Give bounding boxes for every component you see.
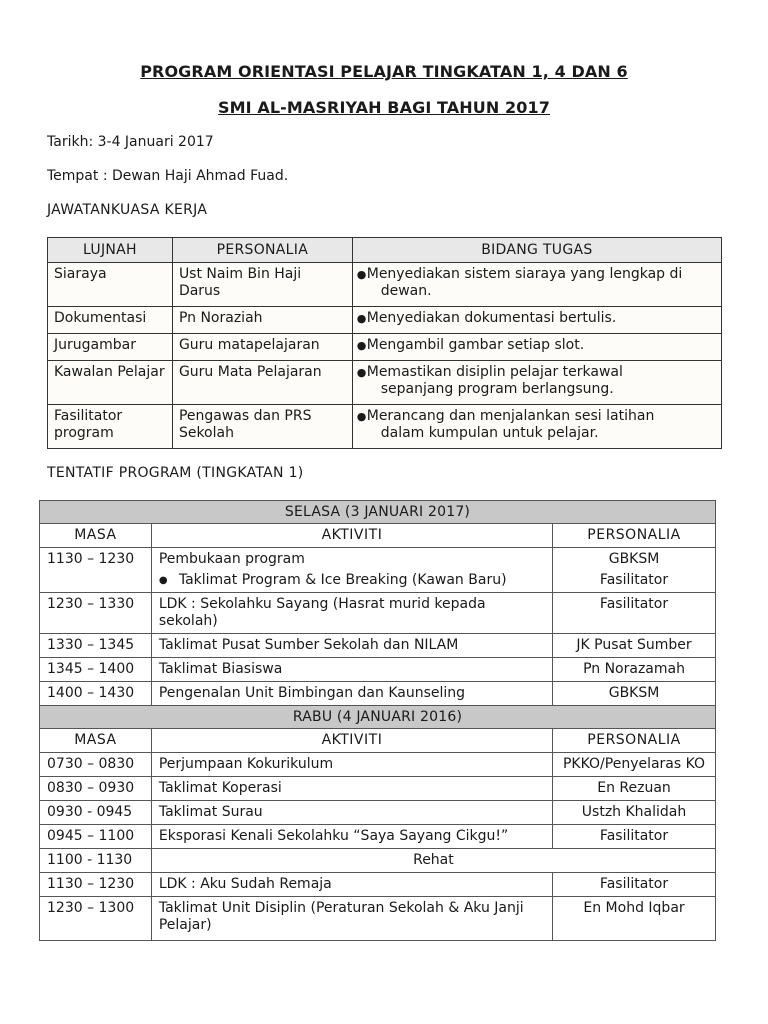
- tugas-cell: [352, 307, 721, 334]
- tugas-cell: [352, 263, 721, 307]
- date-line: Tarikh: 3-4 Januari 2017: [47, 134, 214, 150]
- schedule-row: [40, 825, 716, 849]
- header-aktiviti: AKTIVITI: [151, 729, 552, 753]
- lujnah-cell: Siaraya: [48, 263, 173, 307]
- aktiviti-cell: LDK : Aku Sudah Remaja: [151, 873, 552, 897]
- masa-cell: 1100 - 1130: [40, 849, 152, 873]
- day-label: RABU (4 JANUARI 2016): [40, 706, 716, 729]
- personalia-cell: Pn Norazamah: [553, 658, 716, 682]
- schedule-row: [40, 548, 716, 593]
- aktiviti-cell: [151, 548, 552, 593]
- aktiviti-cell: Taklimat Surau: [151, 801, 552, 825]
- aktiviti-cell: Taklimat Koperasi: [151, 777, 552, 801]
- committee-row: [48, 307, 722, 334]
- personalia-cell: Ust Naim Bin Haji Darus: [172, 263, 352, 307]
- document-subtitle: SMI AL-MASRIYAH BAGI TAHUN 2017: [218, 98, 550, 117]
- tugas-text: Menyediakan dokumentasi bertulis.: [366, 310, 617, 326]
- day-header-row: [40, 706, 716, 729]
- lujnah-cell: Fasilitator program: [48, 405, 173, 449]
- masa-cell: 1400 – 1430: [40, 682, 152, 706]
- personalia-cell: Pengawas dan PRS Sekolah: [172, 405, 352, 449]
- personalia-cell: Fasilitator: [553, 593, 716, 634]
- header-masa: MASA: [40, 524, 152, 548]
- schedule-row-break: [40, 849, 716, 873]
- bullet-icon: ●: [356, 366, 367, 379]
- tugas-cell: [352, 405, 721, 449]
- committee-row: [48, 405, 722, 449]
- aktiviti-cell: Taklimat Unit Disiplin (Peraturan Sekolah & Aku Janji Pelajar): [151, 897, 552, 941]
- tugas-text: Menyediakan sistem siaraya yang lengkap di: [366, 266, 683, 282]
- aktiviti-text: Pembukaan program: [158, 551, 305, 567]
- header-personalia: PERSONALIA: [172, 238, 352, 263]
- tugas-text-cont: dewan.: [380, 283, 432, 299]
- bullet-icon: ●: [356, 339, 367, 352]
- tugas-cell: [352, 334, 721, 361]
- schedule-row: [40, 873, 716, 897]
- schedule-row: [40, 593, 716, 634]
- masa-cell: 1330 – 1345: [40, 634, 152, 658]
- schedule-row: [40, 777, 716, 801]
- masa-cell: 1230 – 1300: [40, 897, 152, 941]
- aktiviti-cell: Taklimat Biasiswa: [151, 658, 552, 682]
- day-label: SELASA (3 JANUARI 2017): [40, 501, 716, 524]
- masa-cell: 1230 – 1330: [40, 593, 152, 634]
- header-bidang-tugas: BIDANG TUGAS: [352, 238, 721, 263]
- bullet-icon: ●: [356, 410, 367, 423]
- schedule-row: [40, 753, 716, 777]
- masa-cell: 0930 - 0945: [40, 801, 152, 825]
- personalia-cell: Guru matapelajaran: [172, 334, 352, 361]
- personalia-cell: JK Pusat Sumber: [553, 634, 716, 658]
- header-lujnah: LUJNAH: [48, 238, 173, 263]
- tugas-text: Mengambil gambar setiap slot.: [366, 337, 585, 353]
- aktiviti-cell: Perjumpaan Kokurikulum: [151, 753, 552, 777]
- header-aktiviti: AKTIVITI: [151, 524, 552, 548]
- personalia-cell: GBKSM: [553, 682, 716, 706]
- masa-cell: 0730 – 0830: [40, 753, 152, 777]
- aktiviti-cell: Pengenalan Unit Bimbingan dan Kaunseling: [151, 682, 552, 706]
- bullet-icon: ●: [356, 268, 367, 281]
- masa-cell: 0830 – 0930: [40, 777, 152, 801]
- document-title: PROGRAM ORIENTASI PELAJAR TINGKATAN 1, 4 DAN 6: [140, 62, 628, 81]
- lujnah-cell: Dokumentasi: [48, 307, 173, 334]
- personalia-text-2: Fasilitator: [599, 572, 669, 588]
- bullet-icon: ●: [158, 575, 168, 586]
- schedule-table: [39, 500, 716, 941]
- aktiviti-cell: LDK : Sekolahku Sayang (Hasrat murid kepada sekolah): [151, 593, 552, 634]
- aktiviti-subitem: Taklimat Program & Ice Breaking (Kawan Baru): [178, 572, 507, 588]
- personalia-cell: [553, 548, 716, 593]
- day-header-row: [40, 501, 716, 524]
- masa-cell: 0945 – 1100: [40, 825, 152, 849]
- personalia-cell: En Mohd Iqbar: [553, 897, 716, 941]
- masa-cell: 1130 – 1230: [40, 873, 152, 897]
- personalia-cell: PKKO/Penyelaras KO: [553, 753, 716, 777]
- schedule-row: [40, 682, 716, 706]
- personalia-cell: Ustzh Khalidah: [553, 801, 716, 825]
- tugas-text: Memastikan disiplin pelajar terkawal: [366, 364, 623, 380]
- personalia-cell: Fasilitator: [553, 825, 716, 849]
- personalia-text: GBKSM: [608, 551, 660, 567]
- bullet-icon: ●: [356, 312, 367, 325]
- column-header-row: [40, 729, 716, 753]
- schedule-row: [40, 897, 716, 941]
- schedule-row: [40, 634, 716, 658]
- header-masa: MASA: [40, 729, 152, 753]
- header-personalia: PERSONALIA: [553, 524, 716, 548]
- tugas-cell: [352, 361, 721, 405]
- committee-row: [48, 334, 722, 361]
- aktiviti-cell: Taklimat Pusat Sumber Sekolah dan NILAM: [151, 634, 552, 658]
- break-cell: Rehat: [151, 849, 715, 873]
- venue-line: Tempat : Dewan Haji Ahmad Fuad.: [47, 168, 289, 184]
- personalia-cell: Fasilitator: [553, 873, 716, 897]
- masa-cell: 1130 – 1230: [40, 548, 152, 593]
- column-header-row: [40, 524, 716, 548]
- aktiviti-cell: Eksporasi Kenali Sekolahku “Saya Sayang Cikgu!”: [151, 825, 552, 849]
- committee-header-row: [48, 238, 722, 263]
- personalia-cell: Pn Noraziah: [172, 307, 352, 334]
- personalia-cell: Guru Mata Pelajaran: [172, 361, 352, 405]
- header-personalia: PERSONALIA: [553, 729, 716, 753]
- committee-row: [48, 361, 722, 405]
- schedule-row: [40, 658, 716, 682]
- lujnah-cell: Jurugambar: [48, 334, 173, 361]
- committee-table: [47, 237, 722, 449]
- schedule-heading: TENTATIF PROGRAM (TINGKATAN 1): [47, 465, 304, 481]
- tugas-text-cont: dalam kumpulan untuk pelajar.: [380, 425, 599, 441]
- schedule-row: [40, 801, 716, 825]
- tugas-text: Merancang dan menjalankan sesi latihan: [366, 408, 655, 424]
- masa-cell: 1345 – 1400: [40, 658, 152, 682]
- personalia-cell: En Rezuan: [553, 777, 716, 801]
- tugas-text-cont: sepanjang program berlangsung.: [380, 381, 614, 397]
- committee-heading: JAWATANKUASA KERJA: [47, 202, 208, 218]
- lujnah-cell: Kawalan Pelajar: [48, 361, 173, 405]
- committee-row: [48, 263, 722, 307]
